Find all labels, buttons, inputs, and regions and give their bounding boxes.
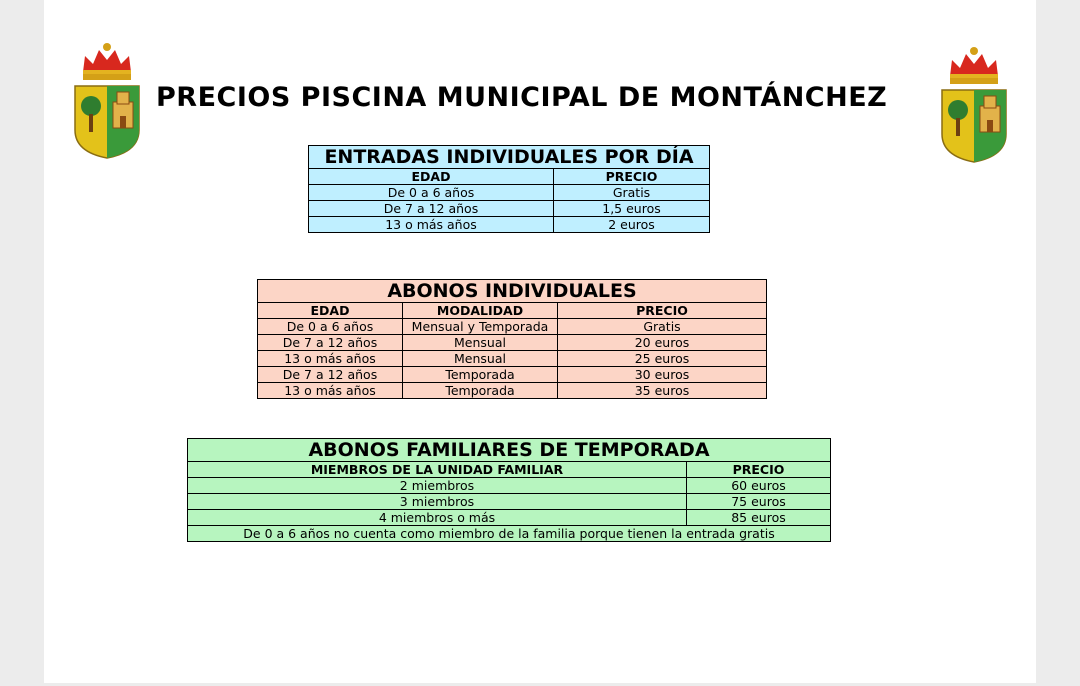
coat-of-arms-icon (71, 42, 143, 160)
entradas-table (308, 145, 710, 233)
cell: Temporada (403, 383, 558, 399)
table-title: ABONOS FAMILIARES DE TEMPORADA (188, 439, 831, 462)
page-title: PRECIOS PISCINA MUNICIPAL DE MONTÁNCHEZ (156, 82, 888, 113)
table-row (258, 383, 767, 399)
cell: Mensual (403, 335, 558, 351)
cell: 13 o más años (309, 217, 554, 233)
column-header: EDAD (258, 303, 403, 319)
table-row (188, 478, 831, 494)
cell: 25 euros (558, 351, 767, 367)
table-row (258, 367, 767, 383)
cell: Mensual (403, 351, 558, 367)
column-header: PRECIO (687, 462, 831, 478)
cell: 35 euros (558, 383, 767, 399)
cell: 13 o más años (258, 351, 403, 367)
table-row (188, 510, 831, 526)
cell: 2 miembros (188, 478, 687, 494)
cell: 85 euros (687, 510, 831, 526)
table-row (258, 335, 767, 351)
cell: 75 euros (687, 494, 831, 510)
cell: Gratis (558, 319, 767, 335)
cell: De 0 a 6 años (309, 185, 554, 201)
document-page (44, 0, 1036, 683)
cell: 13 o más años (258, 383, 403, 399)
table-title: ABONOS INDIVIDUALES (258, 280, 767, 303)
column-header: PRECIO (554, 169, 710, 185)
cell: De 7 a 12 años (309, 201, 554, 217)
table-row (309, 185, 710, 201)
cell: Gratis (554, 185, 710, 201)
cell: De 0 a 6 años (258, 319, 403, 335)
table-row (188, 494, 831, 510)
table-row (258, 351, 767, 367)
cell: 30 euros (558, 367, 767, 383)
cell: 4 miembros o más (188, 510, 687, 526)
table-note: De 0 a 6 años no cuenta como miembro de la familia porque tienen la entrada gratis (188, 526, 831, 542)
column-header: MIEMBROS DE LA UNIDAD FAMILIAR (188, 462, 687, 478)
table-row (309, 201, 710, 217)
cell: De 7 a 12 años (258, 367, 403, 383)
column-header: EDAD (309, 169, 554, 185)
cell: 1,5 euros (554, 201, 710, 217)
cell: 20 euros (558, 335, 767, 351)
coat-of-arms-icon (938, 46, 1010, 164)
abonos-familiares-table (187, 438, 831, 542)
table-row (258, 319, 767, 335)
column-header: PRECIO (558, 303, 767, 319)
cell: Mensual y Temporada (403, 319, 558, 335)
column-header: MODALIDAD (403, 303, 558, 319)
table-row (309, 217, 710, 233)
cell: 60 euros (687, 478, 831, 494)
cell: De 7 a 12 años (258, 335, 403, 351)
cell: 3 miembros (188, 494, 687, 510)
table-row (188, 526, 831, 542)
cell: Temporada (403, 367, 558, 383)
table-title: ENTRADAS INDIVIDUALES POR DÍA (309, 146, 710, 169)
cell: 2 euros (554, 217, 710, 233)
abonos-individuales-table (257, 279, 767, 399)
